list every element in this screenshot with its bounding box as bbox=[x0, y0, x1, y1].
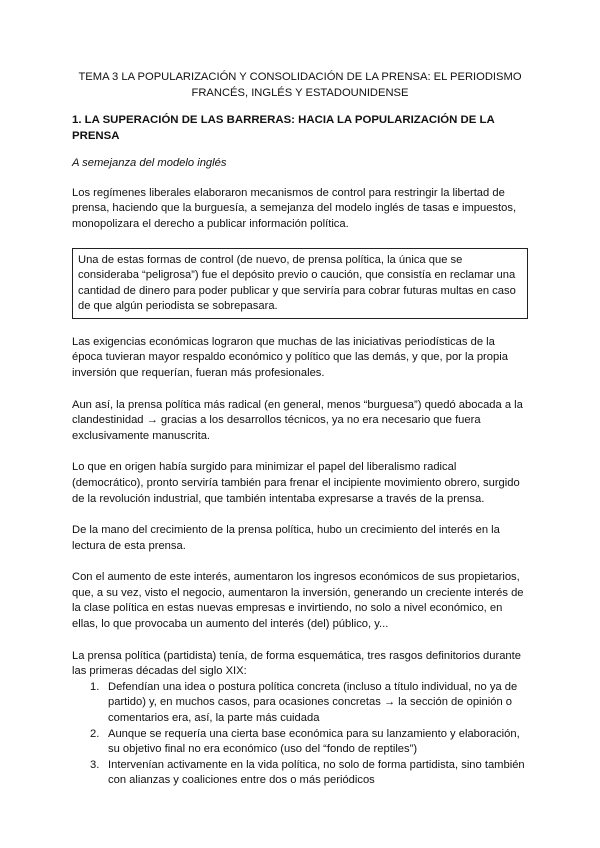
list-item-number: 1. bbox=[90, 680, 100, 693]
list-intro: La prensa política (partidista) tenía, de forma esquemática, tres rasgos definitorios durante las primeras décadas del siglo XIX: bbox=[72, 649, 521, 678]
paragraph: De la mano del crecimiento de la prensa política, hubo un crecimiento del interés en la lectura de esta prensa. bbox=[72, 524, 500, 552]
list-item-number: 3. bbox=[90, 758, 100, 771]
numbered-list bbox=[72, 680, 528, 789]
section-heading: 1. LA SUPERACIÓN DE LAS BARRERAS: HACIA LA POPULARIZACIÓN DE LA PRENSA bbox=[72, 114, 495, 142]
subheading: A semejanza del modelo inglés bbox=[72, 157, 227, 169]
list-item-number: 2. bbox=[90, 727, 100, 740]
list-item bbox=[72, 758, 528, 789]
paragraph: Con el aumento de este interés, aumentaron los ingresos económicos de sus propietarios, que, a su vez, visto el negocio, aumentaron la inversión, generando un creciente interés de la clase política en estas nuevas empresas e invirtiendo, no solo a nivel económico, en ellas, lo que provocaba un aumento del interés (del) público, y... bbox=[72, 571, 524, 631]
list-item-text: Defendían una idea o postura política concreta (incluso a título individual, no ya de partido) y, en muchos casos, para ocasiones concretas → la sección de opinión o comentarios era, así, la parte más cuidada bbox=[108, 680, 518, 725]
list-item bbox=[72, 680, 528, 727]
paragraph: Lo que en origen había surgido para minimizar el papel del liberalismo radical (democrático), pronto serviría también para frenar el incipiente movimiento obrero, surgido de la revolución industrial, que también intentaba expresarse a través de la prensa. bbox=[72, 461, 520, 505]
list-item-text: Aunque se requería una cierta base económica para su lanzamiento y elaboración, su objetivo final no era económico (uso del “fondo de reptiles”) bbox=[108, 727, 520, 756]
paragraph: Los regímenes liberales elaboraron mecanismos de control para restringir la libertad de prensa, haciendo que la burguesía, a semejanza del modelo inglés de tasas e impuestos, monopolizara el derecho a publicar información política. bbox=[72, 186, 517, 230]
paragraph: Las exigencias económicas lograron que muchas de las iniciativas periodísticas de la época tuvieran mayor respaldo económico y político que las demás, y que, por la propia inversión que requerían, fueran más profesionales. bbox=[72, 335, 508, 379]
paragraph: Aun así, la prensa política más radical (en general, menos “burguesa”) quedó abocada a la clandestinidad → gracias a los desarrollos técnicos, ya no era necesario que fuera exclusivamente manuscrita. bbox=[72, 398, 523, 442]
document-title: TEMA 3 LA POPULARIZACIÓN Y CONSOLIDACIÓN DE LA PRENSA: EL PERIODISMO FRANCÉS, INGLÉS Y ESTADOUNIDENSE bbox=[78, 71, 522, 99]
list-item bbox=[72, 727, 528, 758]
boxed-note: Una de estas formas de control (de nuevo, de prensa política, la única que se consideraba “peligrosa”) fue el depósito previo o caución, que consistía en reclamar una cantidad de dinero para poder publicar y que serviría para cobrar futuras multas en caso de que algún periodista se sobrepasara. bbox=[72, 248, 528, 318]
list-item-text: Intervenían activamente en la vida política, no solo de forma partidista, sino también con alianzas y coaliciones entre dos o más periódicos bbox=[108, 758, 525, 787]
